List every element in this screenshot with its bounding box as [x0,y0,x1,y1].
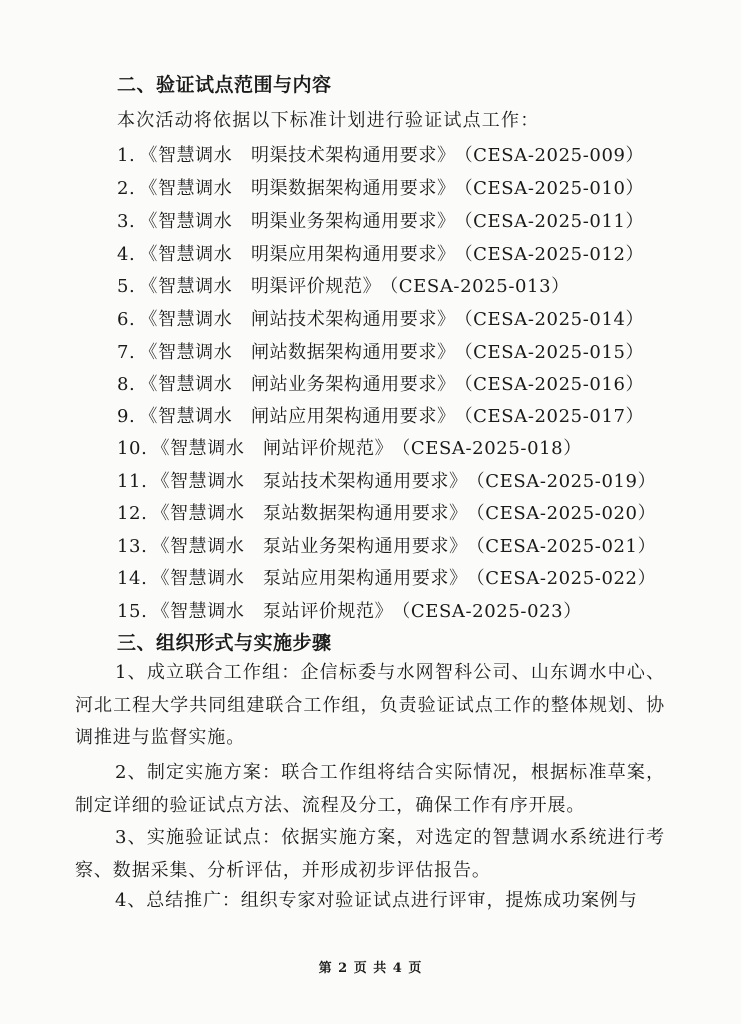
list-item: 9. 《智慧调水 闸站应用架构通用要求》 （CESA-2025-017） [117,406,645,427]
list-item: 11. 《智慧调水 泵站技术架构通用要求》 （CESA-2025-019） [117,471,657,492]
list-item: 3. 《智慧调水 明渠业务架构通用要求》 （CESA-2025-011） [117,211,645,232]
list-item: 10. 《智慧调水 闸站评价规范》 （CESA-2025-018） [117,438,582,459]
section-2-heading: 二、验证试点范围与内容 [117,74,332,96]
step-1-paragraph: 1、成立联合工作组：企信标委与水网智科公司、山东调水中心、河北工程大学共同组建联合工作组，负责验证试点工作的整体规划、协调推进与监督实施。 [75,662,665,748]
step-2-paragraph: 2、制定实施方案：联合工作组将结合实际情况，根据标准草案，制定详细的验证试点方法、流程及分工，确保工作有序开展。 [75,762,665,816]
list-item: 12. 《智慧调水 泵站数据架构通用要求》 （CESA-2025-020） [117,503,657,524]
list-item: 5. 《智慧调水 明渠评价规范》 （CESA-2025-013） [117,276,570,297]
page-number: 第 2 页 共 4 页 [318,961,423,976]
step-3-paragraph: 3、实施验证试点：依据实施方案，对选定的智慧调水系统进行考察、数据采集、分析评估，并形成初步评估报告。 [75,827,665,881]
section-2-intro: 本次活动将依据以下标准计划进行验证试点工作： [117,110,540,131]
list-item: 7. 《智慧调水 闸站数据架构通用要求》 （CESA-2025-015） [117,342,645,363]
list-item: 8. 《智慧调水 闸站业务架构通用要求》 （CESA-2025-016） [117,374,645,395]
step-4-paragraph: 4、总结推广：组织专家对验证试点进行评审，提炼成功案例与 [115,890,638,911]
list-item: 6. 《智慧调水 闸站技术架构通用要求》 （CESA-2025-014） [117,309,645,330]
list-item: 14. 《智慧调水 泵站应用架构通用要求》 （CESA-2025-022） [117,568,657,589]
list-item: 4. 《智慧调水 明渠应用架构通用要求》 （CESA-2025-012） [117,244,645,265]
list-item: 13. 《智慧调水 泵站业务架构通用要求》 （CESA-2025-021） [117,536,657,557]
section-3-heading: 三、组织形式与实施步骤 [117,632,332,654]
list-item: 1. 《智慧调水 明渠技术架构通用要求》 （CESA-2025-009） [117,145,645,166]
list-item: 15. 《智慧调水 泵站评价规范》 （CESA-2025-023） [117,601,582,622]
list-item: 2. 《智慧调水 明渠数据架构通用要求》 （CESA-2025-010） [117,178,645,199]
